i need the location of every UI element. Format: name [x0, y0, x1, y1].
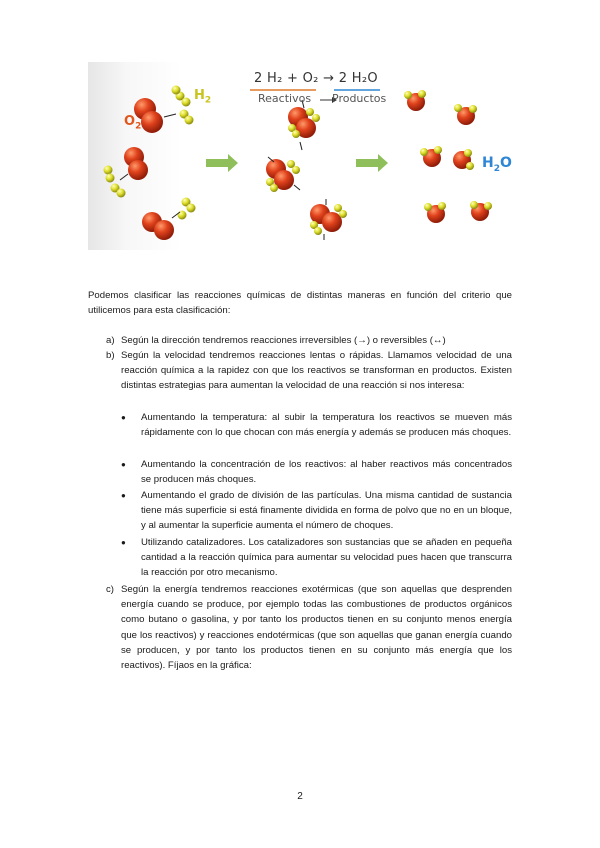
reactants-label: Reactivos [258, 92, 312, 105]
bullet-catalysts: Utilizando catalizadores. Los catalizadores son sustancias que se añaden en pequeña cantidad a la reacción química para aumentar su velocidad pues hacen que transcurra la reacción por otro mecanismo. [141, 537, 512, 579]
list-item-energy: Según la energía tendremos reacciones exotérmicas (que son aquellas que desprenden energía cuando se produce, por ejemplo todas las combustiones de productos orgánicos como butano o gasolina, y por tanto los productos tienen en su conjunto menos energía que los reactivos) y reacciones endotérmicas (que son aquellas que ganan energía cuando se producen, y por tanto los productos tienen en su conjunto más energía que los reactivos). Fíjaos en la gráfica: [121, 584, 512, 672]
h2-label: $H_2$ [194, 88, 212, 106]
list-item-speed: Según la velocidad tendremos reacciones lentas o rápidas. Llamamos velocidad de una reacción química a la rapidez con que los reactivos se transforman en productos. Existen distintas estrategias para aumentan la velocidad de una reacción si nos interesa: [121, 350, 512, 392]
bullet-icon: ● [121, 460, 126, 469]
bullet-division: Aumentando el grado de división de las partículas. Una misma cantidad de sustancia tiene más superficie si está finamente dividida en forma de polvo que no en un bloque, y al aumentar la superficie aumenta el número de choques. [141, 490, 512, 532]
item-marker: b) [106, 350, 115, 361]
products-label: Productos [332, 92, 387, 105]
reaction-drawing [88, 62, 516, 250]
bullet-icon: ● [121, 491, 126, 500]
h2o-label: $H_2O$ [482, 155, 512, 174]
reaction-equation: 2 H₂ + O₂ → 2 H₂O [254, 71, 378, 86]
list-item-direction: Según la dirección tendremos reacciones irreversibles (→) o reversibles (↔) [121, 335, 446, 346]
bullet-temperature: Aumentando la temperatura: al subir la temperatura los reactivos se mueven más rápidamente con lo que chocan con más energía y además se producen más choques. [141, 412, 512, 439]
item-marker: c) [106, 584, 114, 595]
intro-paragraph: Podemos clasificar las reacciones químicas de distintas maneras en función del criterio que utilicemos para esta clasificación: [88, 290, 512, 317]
item-marker: a) [106, 335, 115, 346]
bullet-icon: ● [121, 538, 126, 547]
page-number: 2 [297, 791, 303, 802]
bullet-concentration: Aumentando la concentración de los reactivos: al haber reactivos más concentrados se producen más choques. [141, 459, 512, 486]
o2-label: $O_2$ [124, 114, 142, 132]
reaction-illustration [88, 62, 516, 250]
bullet-icon: ● [121, 413, 126, 422]
